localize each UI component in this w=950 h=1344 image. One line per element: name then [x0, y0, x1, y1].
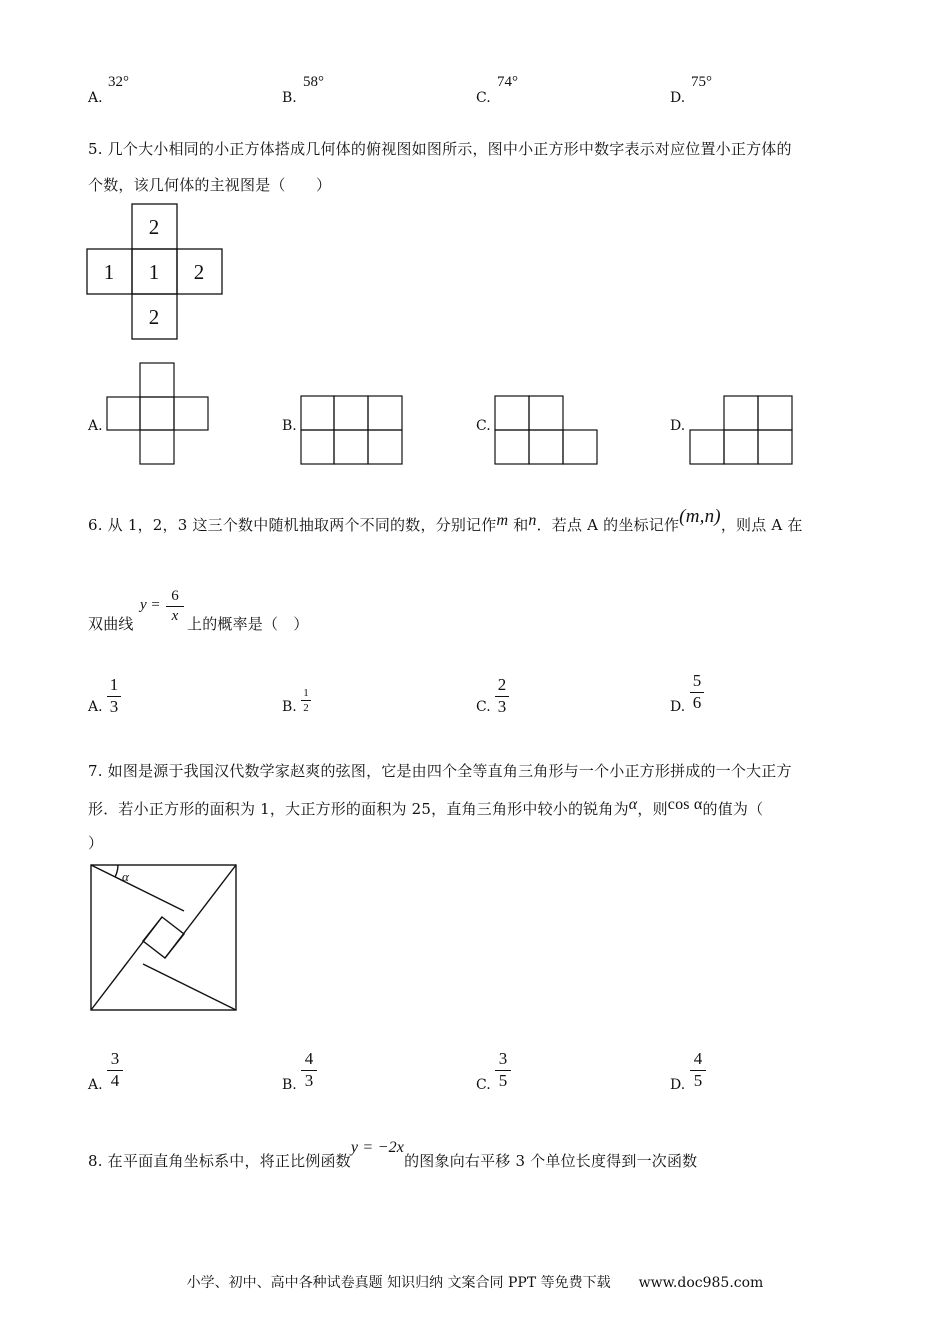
q6-text-mid: 和	[513, 516, 529, 534]
cos-alpha: cos α	[667, 796, 703, 813]
q6-text-line2b: 上的概率是（ ）	[187, 615, 309, 633]
q4-option-a-value: 32°	[108, 74, 129, 90]
q7-text-line1: 7. 如图是源于我国汉代数学家赵爽的弦图，它是由四个全等直角三角形与一个小正方形拼成的一个大正方	[88, 762, 792, 780]
q5-option-c-label: C.	[476, 418, 491, 434]
q6-option-c-fraction: 2 3	[495, 676, 509, 716]
q4-option-a-label: A.	[88, 90, 103, 106]
var-m: m	[496, 512, 509, 529]
q4-option-b-label: B.	[282, 90, 297, 106]
q4-option-c-label: C.	[476, 90, 491, 106]
coordinate-mn: (m,n)	[679, 506, 721, 527]
q8-equation: y = −2x	[350, 1139, 405, 1156]
grid-bottom-number: 2	[148, 305, 160, 329]
q7-option-a-label: A.	[88, 1077, 103, 1093]
q6-option-b-fraction: 1 2	[301, 687, 311, 714]
q8-text	[88, 1139, 698, 1171]
q7-option-c-label: C.	[476, 1077, 491, 1093]
q6-option-b-label: B.	[282, 699, 297, 715]
q6-text-a: 6. 从 1，2，3 这三个数中随机抽取两个不同的数，分别记作	[88, 516, 497, 534]
page-footer: 小学、初中、高中各种试卷真题 知识归纳 文案合同 PPT 等免费下载 www.doc985.com	[186, 1275, 764, 1291]
q5-option-c-figure	[494, 395, 600, 467]
hyperbola-denominator: x	[171, 607, 179, 624]
q4-option-d-label: D.	[670, 90, 686, 106]
q5-option-a-figure	[106, 362, 210, 466]
q7-text-b: ，则	[637, 800, 668, 818]
q5-option-d-label: D.	[670, 418, 686, 434]
q5-text-line1: 5. 几个大小相同的小正方体搭成几何体的俯视图如图所示，图中小正方形中数字表示对应位置小正方体的	[88, 140, 792, 158]
hyperbola-fraction	[166, 588, 184, 624]
q5-option-b-figure	[300, 395, 404, 467]
q7-text-c: 的值为（	[702, 800, 764, 818]
q6-option-d-label: D.	[670, 699, 686, 715]
q6-text-b: ．若点 A 的坐标记作	[536, 516, 680, 534]
q6-option-a-fraction: 1 3	[107, 676, 121, 716]
q7-option-b-label: B.	[282, 1077, 297, 1093]
q6-text-c: ，则点 A 在	[720, 516, 803, 534]
q6-option-a-label: A.	[88, 699, 103, 715]
var-n: n	[528, 512, 537, 529]
hyperbola-numerator: 6	[171, 588, 179, 604]
q7-option-d-label: D.	[670, 1077, 686, 1093]
q8-text-a: 8. 在平面直角坐标系中，将正比例函数	[88, 1152, 351, 1170]
q7-text-line2	[88, 798, 763, 819]
q4-option-c-value: 74°	[497, 74, 518, 90]
q5-option-a-label: A.	[88, 418, 103, 434]
q7-option-b-fraction: 4 3	[301, 1050, 317, 1090]
q6-text-line2: 双曲线	[88, 615, 134, 633]
q8-text-b: 的图象向右平移 3 个单位长度得到一次函数	[404, 1152, 698, 1170]
figure-alpha-label: α	[122, 869, 129, 884]
hyperbola-lhs: y =	[140, 597, 161, 613]
q7-text-line3: ）	[88, 834, 104, 852]
q7-option-a-fraction: 3 4	[107, 1050, 123, 1090]
grid-center-number: 1	[148, 260, 160, 284]
q6-text-line1	[88, 506, 803, 536]
q4-option-b-value: 58°	[303, 74, 324, 90]
q5-text-line2: 个数，该几何体的主视图是（ ）	[88, 176, 332, 194]
q4-option-d-value: 75°	[691, 74, 712, 90]
alpha-symbol: α	[628, 796, 638, 813]
q7-option-c-fraction: 3 5	[495, 1050, 511, 1090]
q5-option-d-figure	[689, 395, 795, 467]
q5-top-view-figure	[86, 203, 226, 343]
q6-option-c-label: C.	[476, 699, 491, 715]
grid-top-number: 2	[148, 215, 160, 239]
q6-option-d-fraction: 5 6	[690, 672, 704, 712]
q5-option-b-label: B.	[282, 418, 297, 434]
grid-right-number: 2	[193, 260, 205, 284]
zhao-shuang-chord-figure	[90, 864, 238, 1012]
q7-text-a: 形．若小正方形的面积为 1，大正方形的面积为 25，直角三角形中较小的锐角为	[88, 800, 629, 818]
grid-left-number: 1	[103, 260, 115, 284]
q7-option-d-fraction: 4 5	[690, 1050, 706, 1090]
